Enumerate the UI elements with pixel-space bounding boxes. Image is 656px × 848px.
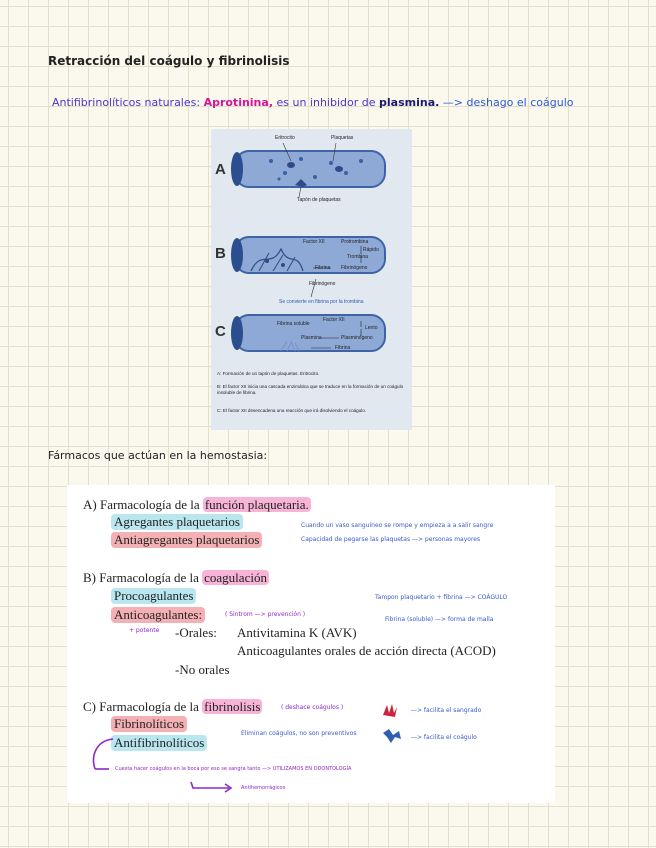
caption-b: B: El factor XII inicia una cascada enzimática que se traduce en la formación de un coágulo insoluble de fibrina.: [217, 384, 404, 395]
plaquetas-label: Plaquetas: [331, 135, 354, 141]
agregantes-note: Cuando un vaso sanguíneo se rompe y empieza a a salir sangre: [301, 522, 494, 529]
note-plasmina: plasmina.: [379, 96, 440, 109]
blood-clot-red-icon: [381, 701, 399, 719]
orales-avk: Antivitamina K (AVK): [237, 625, 357, 640]
section-b-highlight: coagulación: [204, 570, 267, 585]
note-aprotinina: Aprotinina,: [203, 96, 273, 109]
agregantes-item: Agregantes plaquetarios: [111, 514, 243, 530]
tapon-label: Tapón de plaquetas: [297, 197, 341, 203]
fibrina-c-label: Fibrina: [335, 345, 351, 351]
antiagregantes-note: Capacidad de pegarse las plaquetas —> personas mayores: [301, 536, 481, 543]
section-c-highlight: fibrinolisis: [204, 699, 261, 714]
tapon-note: Tampon plaquetario + fibrina —> COÁGULO: [375, 594, 508, 601]
fibrinogeno-b-label: Fibrinógeno: [341, 265, 368, 271]
caption-c: C: El factor XII desencadena una reacción que irá disolviendo el coágulo.: [217, 408, 367, 413]
fibrinogeno2-label: Fibrinógeno: [309, 281, 336, 287]
panel-c-label: C: [215, 323, 226, 340]
vessel-a: [235, 151, 385, 187]
lento-label: Lento: [365, 325, 378, 331]
section-c-prefix: C) Farmacología de la: [83, 699, 203, 714]
note-middle: es un inhibidor de: [273, 96, 380, 109]
coagulation-figure: [211, 129, 412, 430]
section-b: [83, 570, 269, 586]
eliminan-note: Eliminan coágulos, no son preventivos: [241, 730, 357, 737]
panel-a-label: A: [215, 161, 226, 178]
deshace-note: ( deshace coágulos ): [281, 704, 344, 711]
antiagregantes-item: Antiagregantes plaquetarios: [111, 532, 262, 548]
purple-arrow-1: [85, 735, 125, 785]
blood-clot-blue-icon: [381, 727, 403, 745]
fibrina-b-label: Fibrina: [315, 265, 331, 271]
vessel-c-opening: [231, 316, 243, 350]
eritrocito-label: Eritrocito: [275, 135, 295, 141]
plasminogeno-label: Plasminógeno: [341, 335, 373, 341]
factor-b-label: Factor XII: [303, 239, 325, 245]
procoagulantes-item: Procoagulantes: [111, 588, 196, 604]
factor-c-label: Factor XII: [323, 317, 345, 323]
antifibrinoliticos-item: Antifibrinolíticos: [111, 735, 207, 751]
antifibrinolytic-note: [52, 96, 574, 109]
trombina-label: Trombina: [347, 254, 368, 260]
note-prefix: Antifibrinolíticos naturales:: [52, 96, 204, 109]
vessel-b-opening: [231, 238, 243, 272]
panel-b-label: B: [215, 245, 226, 262]
section-a-highlight: función plaquetaria.: [204, 497, 309, 512]
pharmacology-card: [67, 485, 555, 803]
rapido-label: Rápido: [363, 247, 379, 253]
fibrina-soluble-label: Fibrina soluble: [277, 321, 310, 327]
vessel-c: [235, 315, 385, 351]
boca-note: Cuesta hacer coágulos en la boca por eso se sangra tanto —> UTILIZAMOS EN ODONTOLOGÍA: [115, 766, 352, 772]
section-a-prefix: A) Farmacología de la: [83, 497, 203, 512]
anticoagulantes-item: Anticoagulantes:: [111, 607, 205, 623]
section-a: [83, 497, 311, 513]
fibrina-note: Fibrina (soluble) —> forma de malla: [385, 616, 494, 623]
sintrom-note: ( Sintrom —> prevención ): [225, 611, 306, 618]
antihemorragicos-note: Antihemorrágicos: [241, 785, 286, 791]
trombina-note: Se convierte en fibrina por la trombina: [279, 299, 364, 305]
purple-arrow-2: [189, 780, 237, 794]
orales-label: -Orales:: [175, 625, 217, 640]
orales-acod: Anticoagulantes orales de acción directa (ACOD): [237, 643, 496, 658]
coagulo-note: —> facilita el coágulo: [411, 734, 477, 741]
page-title: Retracción del coágulo y fibrinolisis: [48, 54, 290, 68]
caption-a: A: Formación de un tapón de plaquetas. Eritrocito.: [217, 371, 320, 376]
section-title-farmacos: Fármacos que actúan en la hemostasia:: [48, 449, 268, 462]
potente-note: + potente: [129, 627, 160, 634]
vessel-a-opening: [231, 152, 243, 186]
fibrinoliticos-item: Fibrinolíticos: [111, 716, 187, 732]
plasmina-label: Plasmina: [301, 335, 322, 341]
no-orales: -No orales: [175, 662, 230, 677]
section-c: [83, 699, 262, 715]
section-b-prefix: B) Farmacología de la: [83, 570, 203, 585]
sangrado-note: —> facilita el sangrado: [411, 707, 482, 714]
note-suffix: —> deshago el coágulo: [439, 96, 574, 109]
protrombina-label: Protrombina: [341, 239, 369, 245]
